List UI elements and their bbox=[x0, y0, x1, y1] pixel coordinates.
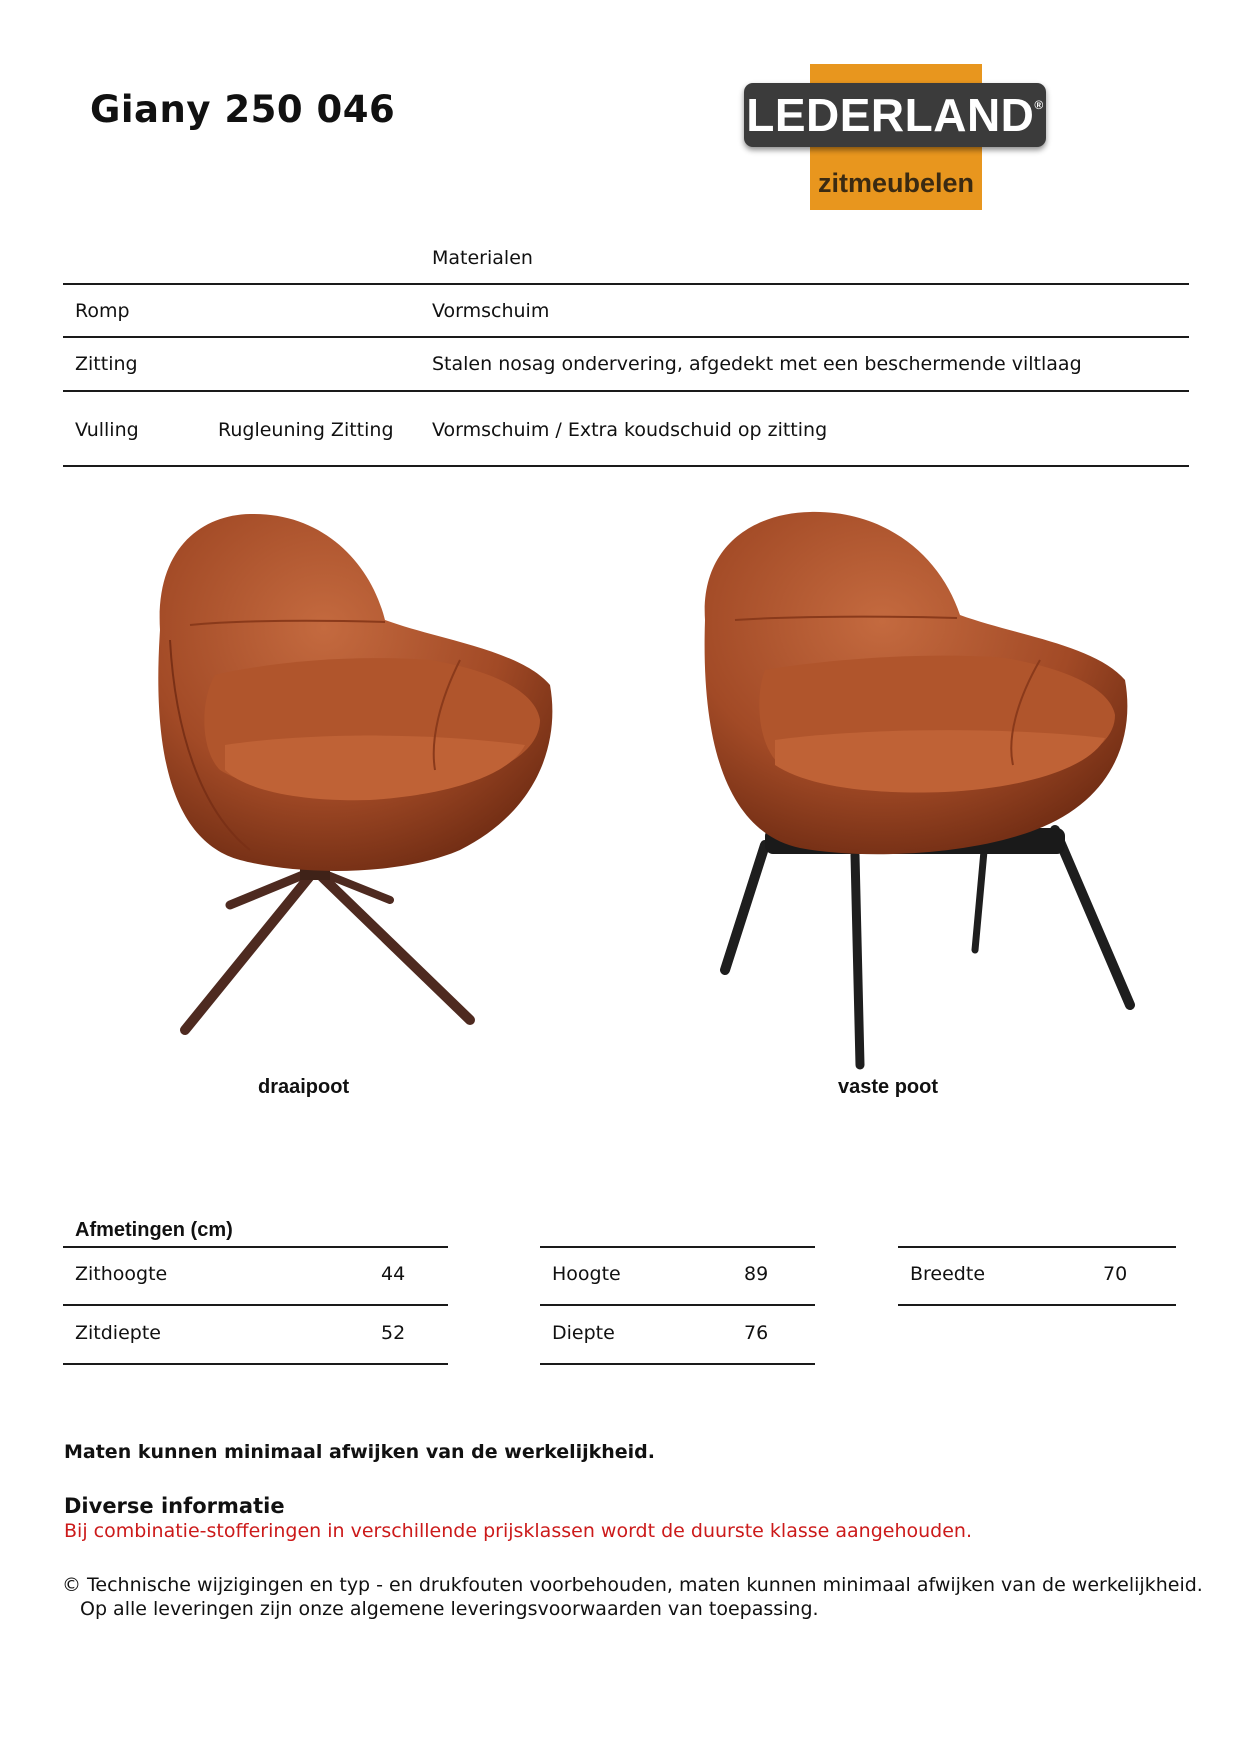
dim-value-breedte: 70 bbox=[1103, 1263, 1128, 1285]
table-divider bbox=[63, 390, 1189, 392]
materials-header: Materialen bbox=[432, 247, 533, 269]
dim-label-breedte: Breedte bbox=[910, 1263, 986, 1285]
dimension-note: Maten kunnen minimaal afwijken van de werkelijkheid. bbox=[64, 1441, 656, 1463]
info-header: Diverse informatie bbox=[64, 1494, 285, 1518]
logo-subtitle: zitmeubelen bbox=[817, 168, 975, 198]
dim-label-zithoogte: Zithoogte bbox=[75, 1263, 168, 1285]
dim-divider bbox=[898, 1246, 1176, 1248]
table-divider bbox=[63, 283, 1189, 285]
dim-divider bbox=[540, 1246, 815, 1248]
row-value-vulling: Vormschuim / Extra koudschuid op zitting bbox=[432, 419, 828, 441]
dim-divider bbox=[63, 1246, 448, 1248]
dim-divider bbox=[63, 1363, 448, 1365]
row-sub-vulling: Rugleuning Zitting bbox=[218, 419, 394, 441]
chair-fixed-leg-image bbox=[695, 510, 1155, 1070]
dim-value-zithoogte: 44 bbox=[381, 1263, 406, 1285]
dim-value-zitdiepte: 52 bbox=[381, 1322, 406, 1344]
page-title: Giany 250 046 bbox=[90, 88, 396, 131]
dim-value-diepte: 76 bbox=[744, 1322, 769, 1344]
dim-divider bbox=[540, 1363, 815, 1365]
caption-vaste-poot: vaste poot bbox=[838, 1076, 939, 1098]
dim-divider bbox=[63, 1304, 448, 1306]
dim-label-zitdiepte: Zitdiepte bbox=[75, 1322, 161, 1344]
row-label-zitting: Zitting bbox=[75, 353, 138, 375]
row-value-zitting: Stalen nosag ondervering, afgedekt met een beschermende viltlaag bbox=[432, 353, 1082, 375]
dim-label-diepte: Diepte bbox=[552, 1322, 615, 1344]
row-label-romp: Romp bbox=[75, 300, 130, 322]
dim-divider bbox=[898, 1304, 1176, 1306]
footer-line-1: © Technische wijzigingen en typ - en drukfouten voorbehouden, maten kunnen minimaal afwijken van de werkelijkheid. bbox=[62, 1574, 1203, 1596]
info-text: Bij combinatie-stofferingen in verschillende prijsklassen wordt de duurste klasse aangehouden. bbox=[64, 1520, 972, 1542]
row-value-romp: Vormschuim bbox=[432, 300, 550, 322]
dim-value-hoogte: 89 bbox=[744, 1263, 769, 1285]
caption-draaipoot: draaipoot bbox=[258, 1076, 350, 1098]
logo-brand-text: LEDERLAND® bbox=[746, 89, 1044, 141]
dim-label-hoogte: Hoogte bbox=[552, 1263, 621, 1285]
table-divider bbox=[63, 465, 1189, 467]
chair-swivel-image bbox=[130, 510, 580, 1040]
footer-line-2: Op alle leveringen zijn onze algemene leveringsvoorwaarden van toepassing. bbox=[80, 1598, 819, 1620]
dim-divider bbox=[540, 1304, 815, 1306]
dimensions-header: Afmetingen (cm) bbox=[75, 1219, 233, 1241]
table-divider bbox=[63, 336, 1189, 338]
row-label-vulling: Vulling bbox=[75, 419, 139, 441]
